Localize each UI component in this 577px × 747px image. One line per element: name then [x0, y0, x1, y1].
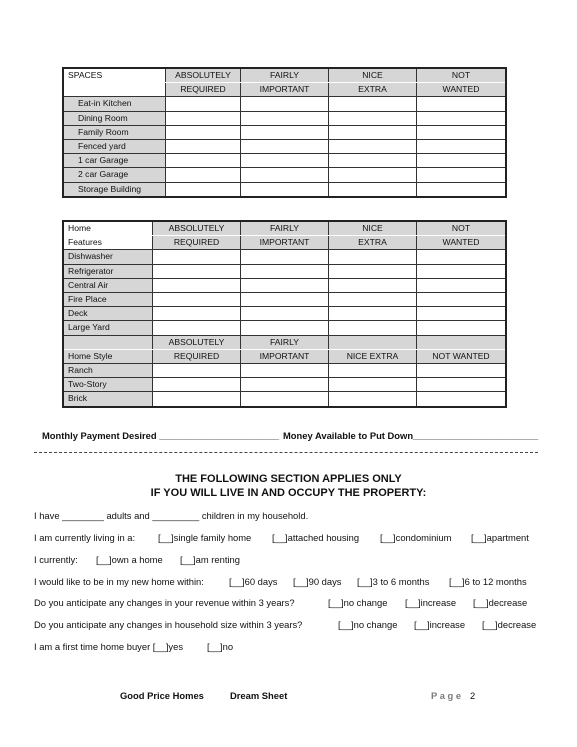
col-nice-2: NICE EXTRA [329, 349, 417, 363]
check-cell[interactable] [329, 264, 417, 278]
check-cell[interactable] [417, 278, 506, 292]
check-cell[interactable] [417, 154, 506, 168]
check-cell[interactable] [241, 264, 329, 278]
row-label: Eat-in Kitchen [64, 97, 166, 111]
check-cell[interactable] [417, 125, 506, 139]
table-row [64, 168, 506, 182]
option-revenue-no-change[interactable]: [__]no change [328, 597, 388, 608]
footer-company: Good Price Homes [120, 690, 204, 701]
row-label: Refrigerator [64, 264, 153, 278]
check-cell[interactable] [417, 378, 506, 392]
check-cell[interactable] [241, 364, 329, 378]
spaces-header-row-2 [64, 83, 506, 97]
features-header-row-2 [64, 236, 506, 250]
option-revenue-increase[interactable]: [__]increase [405, 597, 457, 608]
check-cell[interactable] [417, 97, 506, 111]
spaces-table [63, 68, 506, 197]
col-absolutely-2: REQUIRED [153, 349, 241, 363]
check-cell[interactable] [417, 140, 506, 154]
section-title-line-1: THE FOLLOWING SECTION APPLIES ONLY [175, 473, 402, 485]
col-nice-2: EXTRA [329, 83, 417, 97]
check-cell[interactable] [153, 321, 241, 335]
check-cell[interactable] [329, 140, 417, 154]
revenue-question: Do you anticipate any changes in your revenue within 3 years? [34, 597, 295, 608]
col-absolutely-2: REQUIRED [153, 236, 241, 250]
table-row [64, 378, 506, 392]
check-cell[interactable] [241, 392, 329, 406]
option-own-home[interactable]: [__]own a home [96, 554, 163, 565]
check-cell[interactable] [417, 250, 506, 264]
check-cell[interactable] [241, 97, 329, 111]
option-condominium[interactable]: [__]condominium [380, 532, 452, 543]
check-cell[interactable] [329, 364, 417, 378]
household-question[interactable]: I have ________ adults and _________ children in my household. [34, 510, 309, 521]
check-cell[interactable] [241, 307, 329, 321]
check-cell[interactable] [329, 250, 417, 264]
features-header-label: Home [64, 222, 153, 236]
table-row [64, 307, 506, 321]
style-header-row-1 [64, 335, 506, 349]
option-size-decrease[interactable]: [__]decrease [482, 619, 537, 630]
option-revenue-decrease[interactable]: [__]decrease [473, 597, 528, 608]
section-divider [34, 452, 538, 453]
check-cell[interactable] [241, 378, 329, 392]
check-cell[interactable] [153, 307, 241, 321]
table-row [64, 278, 506, 292]
col-nice: NICE [329, 222, 417, 236]
check-cell[interactable] [241, 250, 329, 264]
check-cell[interactable] [241, 111, 329, 125]
spaces-header-label: SPACES [64, 69, 166, 83]
check-cell[interactable] [153, 293, 241, 307]
col-nice: NICE [329, 69, 417, 83]
option-attached-housing[interactable]: [__]attached housing [272, 532, 360, 543]
col-absolutely-2: REQUIRED [166, 83, 241, 97]
style-header-row-2 [64, 349, 506, 363]
check-cell[interactable] [153, 392, 241, 406]
check-cell[interactable] [166, 125, 241, 139]
check-cell[interactable] [153, 364, 241, 378]
option-size-increase[interactable]: [__]increase [414, 619, 466, 630]
check-cell[interactable] [417, 293, 506, 307]
check-cell[interactable] [329, 125, 417, 139]
col-fairly: FAIRLY [241, 69, 329, 83]
check-cell[interactable] [241, 278, 329, 292]
check-cell[interactable] [166, 97, 241, 111]
col-not-2: WANTED [417, 236, 506, 250]
table-row [64, 154, 506, 168]
check-cell[interactable] [417, 182, 506, 196]
option-6-to-12-months[interactable]: [__]6 to 12 months [449, 576, 527, 587]
row-label: Fire Place [64, 293, 153, 307]
check-cell[interactable] [329, 321, 417, 335]
check-cell[interactable] [153, 278, 241, 292]
col-not-2: NOT WANTED [417, 349, 506, 363]
section-title-line-2: IF YOU WILL LIVE IN AND OCCUPY THE PROPERTY: [150, 487, 427, 499]
check-cell[interactable] [329, 97, 417, 111]
option-60-days[interactable]: [__]60 days [229, 576, 278, 587]
check-cell[interactable] [166, 111, 241, 125]
features-header-row-1 [64, 222, 506, 236]
col-not: NOT [417, 69, 506, 83]
check-cell[interactable] [241, 293, 329, 307]
features-table [63, 221, 506, 407]
check-cell[interactable] [417, 264, 506, 278]
col-nice [329, 335, 417, 349]
option-single-family[interactable]: [__]single family home [158, 532, 252, 543]
row-label: Dining Room [64, 111, 166, 125]
table-row [64, 321, 506, 335]
option-first-time-no[interactable]: [__]no [207, 641, 234, 652]
row-label: Ranch [64, 364, 153, 378]
check-cell[interactable] [417, 364, 506, 378]
table-row [64, 293, 506, 307]
check-cell[interactable] [417, 307, 506, 321]
table-row [64, 125, 506, 139]
check-cell[interactable] [329, 154, 417, 168]
spaces-header-label-2 [64, 83, 166, 97]
check-cell[interactable] [153, 250, 241, 264]
row-label: Deck [64, 307, 153, 321]
col-nice-2: EXTRA [329, 236, 417, 250]
check-cell[interactable] [417, 111, 506, 125]
col-absolutely: ABSOLUTELY [153, 335, 241, 349]
option-3-to-6-months[interactable]: [__]3 to 6 months [357, 576, 430, 587]
row-label: 1 car Garage [64, 154, 166, 168]
check-cell[interactable] [241, 154, 329, 168]
check-cell[interactable] [417, 321, 506, 335]
row-label: Two-Story [64, 378, 153, 392]
row-label: Fenced yard [64, 140, 166, 154]
col-not: NOT [417, 222, 506, 236]
option-90-days[interactable]: [__]90 days [293, 576, 342, 587]
row-label: Central Air [64, 278, 153, 292]
check-cell[interactable] [166, 140, 241, 154]
table-row [64, 364, 506, 378]
footer-doc-title: Dream Sheet [230, 690, 288, 701]
household-size-question: Do you anticipate any changes in household size within 3 years? [34, 619, 303, 630]
monthly-payment-field[interactable]: Monthly Payment Desired _______________________ [42, 430, 280, 441]
style-header-label: Home Style [64, 349, 153, 363]
row-label: Family Room [64, 125, 166, 139]
table-row [64, 182, 506, 196]
option-renting[interactable]: [__]am renting [180, 554, 240, 565]
check-cell[interactable] [417, 392, 506, 406]
table-row [64, 264, 506, 278]
check-cell[interactable] [329, 182, 417, 196]
features-header-label-2: Features [64, 236, 153, 250]
col-fairly-2: IMPORTANT [241, 236, 329, 250]
style-header-label-top [64, 335, 153, 349]
check-cell[interactable] [329, 307, 417, 321]
check-cell[interactable] [329, 168, 417, 182]
table-row [64, 250, 506, 264]
currently-question: I currently: [34, 554, 78, 565]
table-row [64, 392, 506, 406]
first-time-buyer-question[interactable]: I am a first time home buyer [__]yes [34, 641, 184, 652]
col-fairly-2: IMPORTANT [241, 83, 329, 97]
check-cell[interactable] [166, 182, 241, 196]
check-cell[interactable] [153, 264, 241, 278]
living-in-question: I am currently living in a: [34, 532, 136, 543]
check-cell[interactable] [329, 392, 417, 406]
check-cell[interactable] [329, 278, 417, 292]
check-cell[interactable] [241, 168, 329, 182]
col-fairly: FAIRLY [241, 222, 329, 236]
footer-page-label: P a g e [431, 690, 462, 701]
check-cell[interactable] [329, 378, 417, 392]
check-cell[interactable] [166, 168, 241, 182]
table-row [64, 111, 506, 125]
col-not-2: WANTED [417, 83, 506, 97]
check-cell[interactable] [153, 378, 241, 392]
check-cell[interactable] [241, 125, 329, 139]
col-absolutely: ABSOLUTELY [153, 222, 241, 236]
row-label: Large Yard [64, 321, 153, 335]
row-label: Storage Building [64, 182, 166, 196]
table-row [64, 97, 506, 111]
money-available-field[interactable]: Money Available to Put Down________________________ [283, 430, 539, 441]
check-cell[interactable] [329, 293, 417, 307]
col-not [417, 335, 506, 349]
col-fairly: FAIRLY [241, 335, 329, 349]
row-label: 2 car Garage [64, 168, 166, 182]
check-cell[interactable] [241, 140, 329, 154]
col-fairly-2: IMPORTANT [241, 349, 329, 363]
table-row [64, 140, 506, 154]
col-absolutely: ABSOLUTELY [166, 69, 241, 83]
check-cell[interactable] [241, 321, 329, 335]
move-within-question: I would like to be in my new home within: [34, 576, 204, 587]
check-cell[interactable] [329, 111, 417, 125]
option-size-no-change[interactable]: [__]no change [338, 619, 398, 630]
row-label: Dishwasher [64, 250, 153, 264]
row-label: Brick [64, 392, 153, 406]
check-cell[interactable] [241, 182, 329, 196]
check-cell[interactable] [417, 168, 506, 182]
spaces-header-row-1 [64, 69, 506, 83]
option-apartment[interactable]: [__]apartment [471, 532, 529, 543]
check-cell[interactable] [166, 154, 241, 168]
footer-page-number: 2 [470, 690, 476, 701]
